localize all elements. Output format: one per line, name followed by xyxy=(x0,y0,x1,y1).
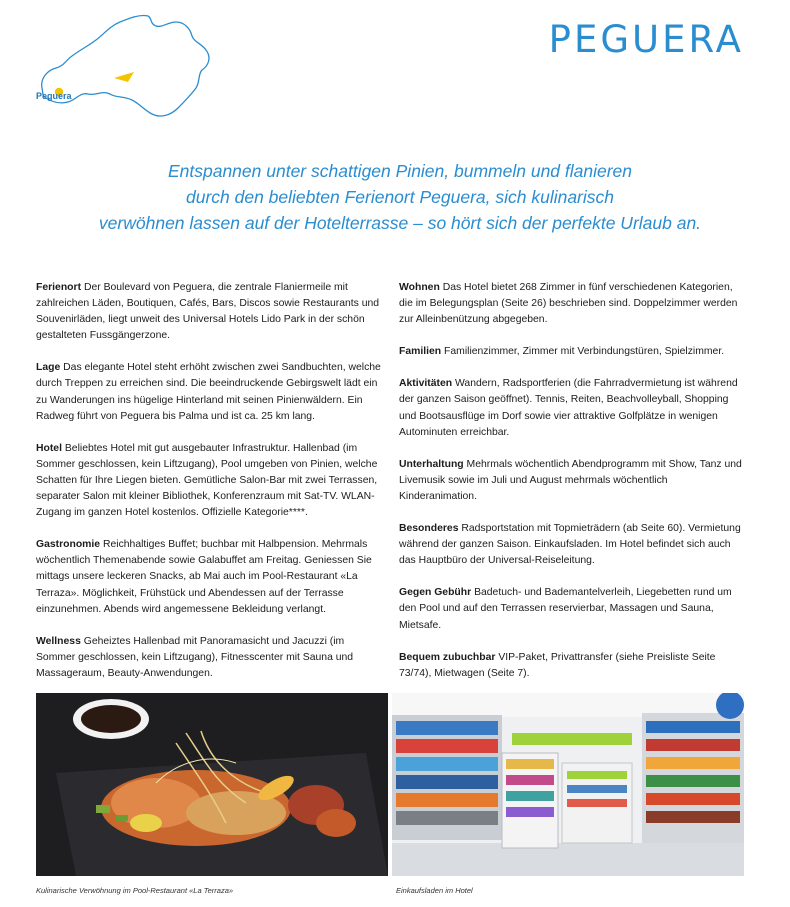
section-heading: Bequem zubuchbar xyxy=(399,651,496,663)
intro-line: Entspannen unter schattigen Pinien, bummeln und flanieren xyxy=(167,161,633,181)
page-title: PEGUERA xyxy=(548,18,744,61)
section-text: VIP-Paket, Privattransfer (siehe Preisliste Seite 73/74), Mietwagen (Seite 7). xyxy=(399,651,716,679)
section-heading: Ferienort xyxy=(36,282,82,293)
section-lage xyxy=(36,360,381,424)
section-unterhaltung xyxy=(399,457,744,505)
map-location-label: Peguera xyxy=(36,91,72,101)
food-photo xyxy=(36,693,388,876)
section-heading: Besonderes xyxy=(399,523,459,535)
section-text: Der Boulevard von Peguera, die zentrale Flaniermeile mit zahlreichen Läden, Boutiquen, Cafés, Bars, Discos sowie Restaurants und Souvenirläden, liegt unweit des Universal Hotels Lido Park in der schön gestalteten Fussgängerzone. xyxy=(36,282,380,342)
photo-caption-left: Kulinarische Verwöhnung im Pool-Restaurant «La Terraza» xyxy=(36,886,234,895)
section-bequem-zubuchbar xyxy=(399,650,744,682)
section-wellness xyxy=(36,634,381,682)
section-text: Wandern, Radsportferien (die Fahrradvermietung ist während der ganzen Saison geöffnet). Tennis, Reiten, Beachvolleyball, Shopping und Bootsausflüge im Dorf sowie vier attraktive Golfplätze in wenigen Autominuten erreichbar. xyxy=(399,378,738,438)
section-text: Reichhaltiges Buffet; buchbar mit Halbpension. Mehrmals wöchentlich Themenabende sowie Galabuffet am Freitag. Geniessen Sie mittags unsere leckeren Snacks, ab Mai auch im Pool-Restaurant «La Terraza». Möglichkeit, Frühstück und Abendessen auf der Terrasse einzunehmen. Abends wird angemessene Bekleidung verlangt. xyxy=(36,539,372,615)
section-text: Das Hotel bietet 268 Zimmer in fünf verschiedenen Kategorien, die im Belegungsplan (Seite 26) beschrieben sind. Doppelzimmer werden zur Alleinbenützung abgegeben. xyxy=(399,282,738,326)
shop-illustration-icon xyxy=(392,693,744,876)
section-ferienort xyxy=(36,280,381,344)
intro-line: verwöhnen lassen auf der Hotelterrasse – so hört sich der perfekte Urlaub an. xyxy=(98,213,702,233)
section-wohnen xyxy=(399,280,744,328)
right-text-column xyxy=(399,280,744,698)
section-heading: Gegen Gebühr xyxy=(399,587,472,599)
section-besonderes xyxy=(399,521,744,569)
intro-text xyxy=(50,158,750,236)
mallorca-map-icon xyxy=(30,10,220,125)
section-aktivitaeten xyxy=(399,376,744,440)
section-hotel xyxy=(36,441,381,521)
section-heading: Gastronomie xyxy=(36,539,101,551)
food-illustration-icon xyxy=(36,693,388,876)
section-text: Geheiztes Hallenbad mit Panoramasicht und Jacuzzi (im Sommer geschlossen, kein Liftzugang), Fitnesscenter mit Sauna und Massageraum, Beauty-Anwendungen. xyxy=(36,635,354,679)
section-heading: Wohnen xyxy=(399,282,440,293)
section-heading: Wellness xyxy=(36,635,81,647)
section-heading: Aktivitäten xyxy=(399,378,453,390)
left-text-column xyxy=(36,280,381,698)
section-text: Das elegante Hotel steht erhöht zwischen zwei Sandbuchten, welche durch Treppen zu erreichen sind. Die beeindruckende Gebirgswelt lädt ein zu Wanderungen ins hügelige Hinterland mit seinen Pinienwäldern. Ein Radweg führt von Peguera bis Palma und ist ca. 25 km lang. xyxy=(36,362,381,422)
section-text: Badetuch- und Bademantelverleih, Liegebetten rund um den Pool und auf den Terrassen reservierbar, Massagen und Sauna, Mietsafe. xyxy=(399,587,732,631)
section-heading: Unterhaltung xyxy=(399,458,464,470)
section-text: Beliebtes Hotel mit gut ausgebauter Infrastruktur. Hallenbad (im Sommer geschlossen, kein Liftzugang), Pool umgeben von Pinien, welche Schatten für Ihre Liegen bieten. Gemütliche Salon-Bar mit zwei Terrassen, separater Salon mit kleiner Bibliothek, Konferenzraum mit Sat-TV. WLAN-Zugang im ganzen Hotel kostenlos. Offizielle Kategorie****. xyxy=(36,442,378,519)
section-gastronomie xyxy=(36,537,381,617)
shop-photo xyxy=(392,693,744,876)
section-heading: Hotel xyxy=(36,442,62,454)
section-familien xyxy=(399,344,744,360)
section-text: Familienzimmer, Zimmer mit Verbindungstüren, Spielzimmer. xyxy=(444,346,725,358)
section-heading: Familien xyxy=(399,346,442,358)
section-text: Radsportstation mit Topmieträdern (ab Seite 60). Vermietung während der ganzen Saison. Einkaufsladen. Im Hotel befindet sich auch das Hauptbüro der Universal-Reiseleitung. xyxy=(399,523,741,567)
section-text: Mehrmals wöchentlich Abendprogramm mit Show, Tanz und Livemusik sowie im Juli und August mehrmals wöchentlich Kinderanimation. xyxy=(399,458,742,502)
section-heading: Lage xyxy=(36,362,61,374)
intro-line: durch den beliebten Ferienort Peguera, sich kulinarisch xyxy=(185,187,615,207)
photo-caption-right: Einkaufsladen im Hotel xyxy=(396,886,473,895)
section-gegen-gebuehr xyxy=(399,585,744,633)
